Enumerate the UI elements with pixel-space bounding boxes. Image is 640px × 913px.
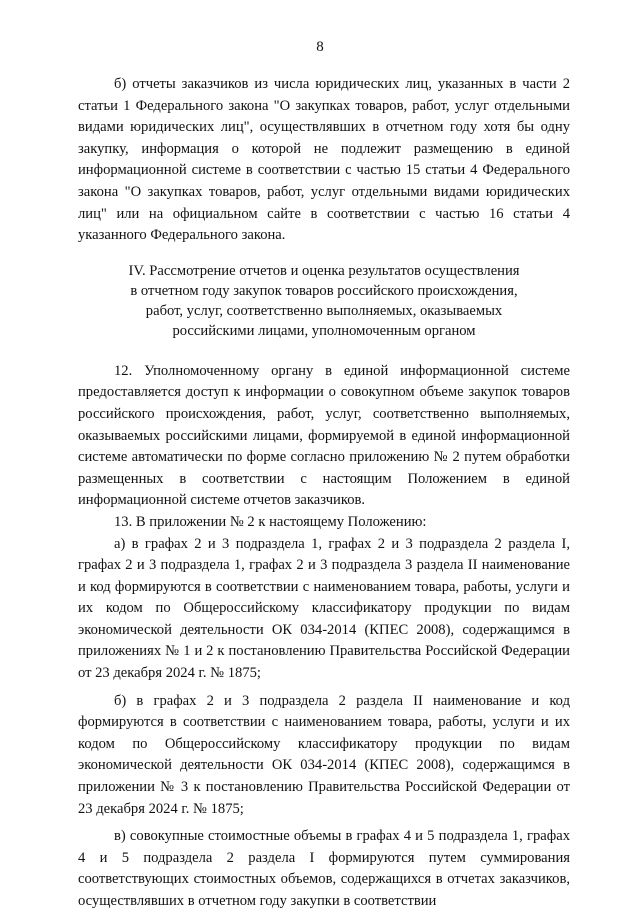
item-b-paragraph: б) в графах 2 и 3 подраздела 2 раздела II наименование и код формируются в соответствии с наименованием товара, работы, услуги и их кодом по Общероссийскому классификатору продукции по видам экономической деятельности ОК 034-2014 (КПЕС 2008), содержащимся в приложении № 3 к постановлению Правительства Российской Федерации от 23 декабря 2024 г. № 1875; xyxy=(78,692,570,817)
section-heading-line: работ, услуг, соответственно выполняемых, оказываемых xyxy=(145,302,503,319)
section-heading-line: в отчетном году закупок товаров российского происхождения, xyxy=(130,282,518,299)
paragraph-13: 13. В приложении № 2 к настоящему Положению: xyxy=(114,513,427,530)
item-b-reports-paragraph: б) отчеты заказчиков из числа юридических лиц, указанных в части 2 статьи 1 Федерального закона "О закупках товаров, работ, услуг отдельными видами юридических лиц", осуществлявших в отчетном году хотя бы одну закупку, информация о которой не подлежит размещению в единой информационной системе в соответствии с частью 15 статьи 4 Федерального закона "О закупках товаров, работ, услуг отдельными видами юридических лиц" или на официальном сайте в соответствии с частью 16 статьи 4 указанного Федерального закона. xyxy=(78,76,570,244)
section-heading-line: российскими лицами, уполномоченным органом xyxy=(172,322,476,339)
item-a-paragraph: а) в графах 2 и 3 подраздела 1, графах 2 и 3 подраздела 2 раздела I, графах 2 и 3 подраздела 1, графах 2 и 3 подраздела 3 раздела II наименование и код формируются в соответствии с наименованием товара, работы, услуги и их кодом по Общероссийскому классификатору продукции по видам экономической деятельности ОК 034-2014 (КПЕС 2008), содержащимся в приложениях № 1 и 2 к постановлению Правительства Российской Федерации от 23 декабря 2024 г. № 1875; xyxy=(78,535,570,682)
page-number: 8 xyxy=(316,39,324,55)
section-heading-iv xyxy=(78,261,570,341)
item-v-paragraph: в) совокупные стоимостные объемы в графах 4 и 5 подраздела 1, графах 4 и 5 подраздела 2 раздела I формируются путем суммирования соответствующих стоимостных объемов, содержащихся в отчетах заказчиков, осуществлявших в отчетном году закупки в соответствии xyxy=(78,828,570,909)
document-body xyxy=(78,74,570,913)
section-heading-line: IV. Рассмотрение отчетов и оценка результатов осуществления xyxy=(128,262,520,279)
paragraph-12: 12. Уполномоченному органу в единой информационной системе предоставляется доступ к информации о совокупном объеме закупок товаров российского происхождения, работ, услуг, соответственно выполняемых, оказываемых российскими лицами, формируемой в единой информационной системе автоматически по форме согласно приложению № 2 путем обработки размещенных в соответствии с настоящим Положением в единой информационной системе отчетов заказчиков. xyxy=(78,362,570,509)
